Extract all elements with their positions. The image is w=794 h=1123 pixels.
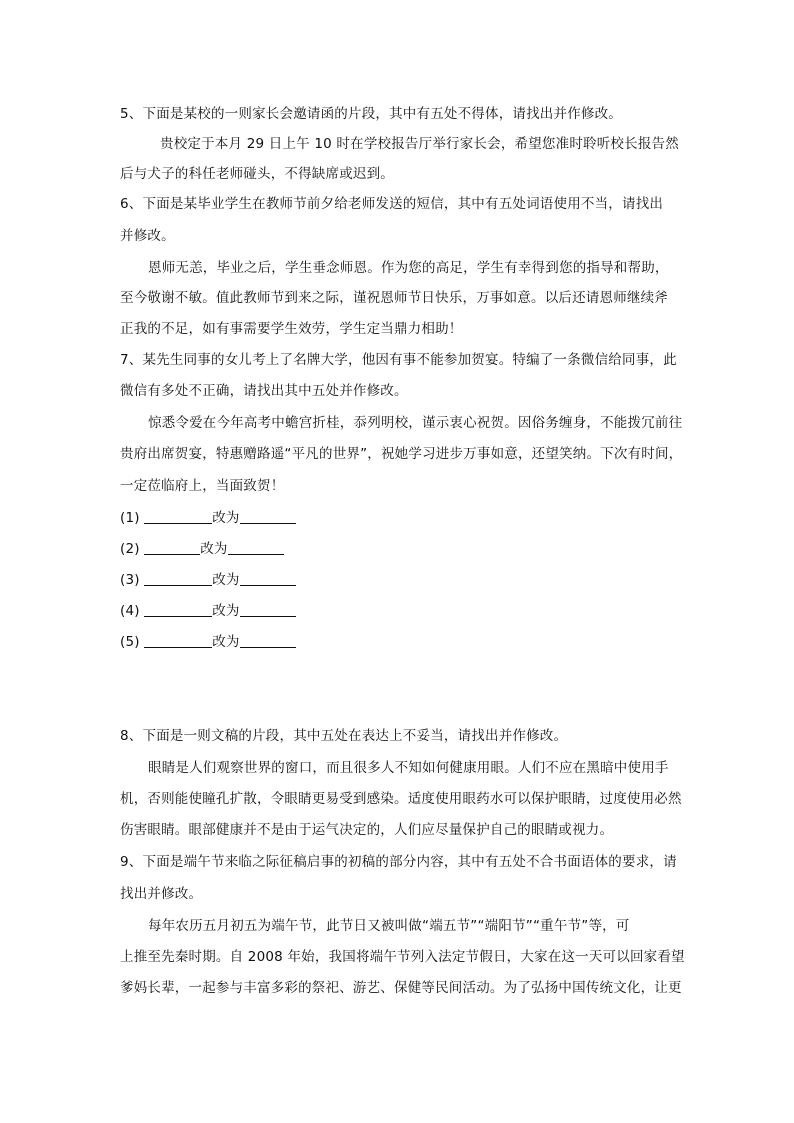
q8-passage-line: 眼睛是人们观察世界的窗口，而且很多人不知如何健康用眼。人们不应在黑暗中使用手: [148, 760, 669, 776]
answer-blank-original[interactable]: [144, 633, 212, 648]
q7-title: 7、某先生同事的女儿考上了名牌大学，他因有事不能参加贺宴。特编了一条微信给同事，此: [120, 352, 677, 368]
answer-change-label: 改为: [212, 510, 240, 526]
answer-change-label: 改为: [212, 634, 240, 650]
answer-number: (5): [120, 634, 140, 650]
q9-title-cont: 找出并修改。: [120, 886, 203, 902]
answer-blank-revised[interactable]: [240, 509, 296, 524]
answer-blank-revised[interactable]: [228, 540, 284, 555]
answer-row-2: [120, 539, 284, 559]
q8-title: 8、下面是一则文稿的片段，其中五处在表达上不妥当，请找出并作修改。: [120, 728, 568, 744]
answer-blank-revised[interactable]: [240, 633, 296, 648]
q7-title-cont: 微信有多处不正确，请找出其中五处并作修改。: [120, 383, 408, 399]
q6-passage-line: 至今敬谢不敏。值此教师节到来之际，谨祝恩师节日快乐，万事如意。以后还请恩师继续斧: [120, 290, 668, 306]
answer-row-1: [120, 508, 296, 528]
q9-title: 9、下面是端午节来临之际征稿启事的初稿的部分内容，其中有五处不合书面语体的要求，请: [120, 854, 677, 870]
answer-number: (2): [120, 541, 140, 557]
q6-title-cont: 并修改。: [120, 228, 175, 244]
answer-blank-original[interactable]: [144, 540, 200, 555]
q7-passage-line: 惊悉令爱在今年高考中蟾宫折桂，忝列明校，谨示衷心祝贺。因俗务缠身，不能拨冗前往: [148, 415, 683, 431]
answer-row-4: [120, 601, 296, 621]
q7-passage-line: 贵府出席贺宴，特惠赠路遥“平凡的世界”，祝她学习进步万事如意，还望笑纳。下次有时间，: [120, 446, 683, 462]
answer-blank-original[interactable]: [144, 602, 212, 617]
answer-row-3: [120, 570, 296, 590]
q5-title: 5、下面是某校的一则家长会邀请函的片段，其中有五处不得体，请找出并作修改。: [120, 106, 622, 122]
answer-row-5: [120, 632, 296, 652]
answer-change-label: 改为: [212, 603, 240, 619]
q6-title: 6、下面是某毕业学生在教师节前夕给老师发送的短信，其中有五处词语使用不当，请找出: [120, 196, 664, 212]
answer-blank-original[interactable]: [144, 571, 212, 586]
answer-blank-revised[interactable]: [240, 602, 296, 617]
q9-passage-line: 爹妈长辈，一起参与丰富多彩的祭祀、游艺、保健等民间活动。为了弘扬中国传统文化，让更: [120, 980, 682, 996]
q8-passage-line: 伤害眼睛。眼部健康并不是由于运气决定的，人们应尽量保护自己的眼睛或视力。: [120, 822, 614, 838]
q7-passage-line: 一定莅临府上，当面致贺！: [120, 478, 285, 494]
answer-change-label: 改为: [200, 541, 228, 557]
answer-blank-revised[interactable]: [240, 571, 296, 586]
q5-passage-line: 后与犬子的科任老师碰头，不得缺席或迟到。: [120, 166, 394, 182]
answer-number: (3): [120, 572, 140, 588]
q5-passage-line: 贵校定于本月 29 日上午 10 时在学校报告厅举行家长会，希望您准时聆听校长报告然: [160, 136, 679, 152]
q6-passage-line: 恩师无恙，毕业之后，学生垂念师恩。作为您的高足，学生有幸得到您的指导和帮助，: [148, 260, 669, 276]
answer-change-label: 改为: [212, 572, 240, 588]
q9-passage-line: 每年农历五月初五为端午节，此节日又被叫做“端五节”“端阳节”“重午节”等，可: [148, 918, 630, 934]
answer-blank-original[interactable]: [144, 509, 212, 524]
q6-passage-line: 正我的不足，如有事需要学生效劳，学生定当鼎力相助！: [120, 321, 463, 337]
q8-passage-line: 机，否则能使瞳孔扩散，令眼睛更易受到感染。适度使用眼药水可以保护眼睛，过度使用必然: [120, 791, 682, 807]
q9-passage-line: 上推至先秦时期。自 2008 年始，我国将端午节列入法定节假日，大家在这一天可以回家看望: [120, 949, 685, 965]
answer-number: (1): [120, 510, 140, 526]
answer-number: (4): [120, 603, 140, 619]
